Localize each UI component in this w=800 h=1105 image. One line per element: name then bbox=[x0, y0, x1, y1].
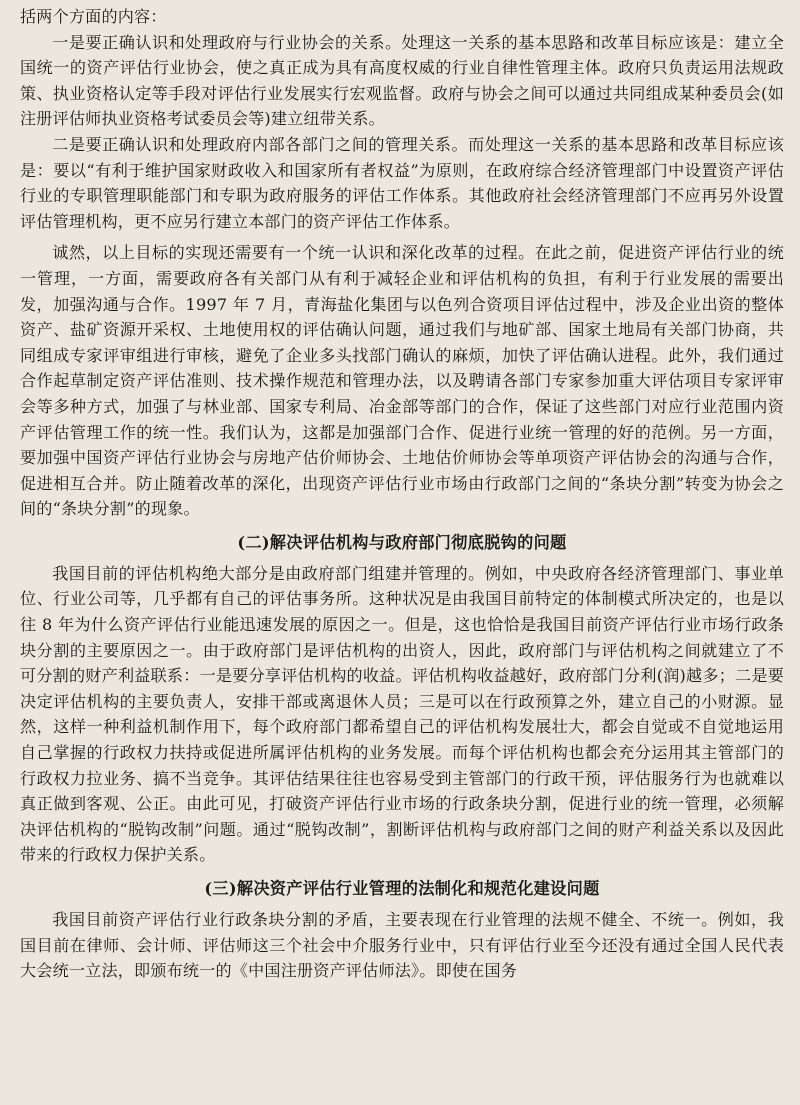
paragraph-unified-management: 诚然，以上目标的实现还需要有一个统一认识和深化改革的过程。在此之前，促进资产评估行业的统一管理，一方面，需要政府各有关部门从有利于减轻企业和评估机构的负担，有利于行业发展的需要出发，加强沟通与合作。1997 年 7 月，青海盐化集团与以色列合资项目评估过程中，涉及企业出资的整体资产、盐矿资源开采权、土地使用权的评估确认问题，通过我们与地矿部、国家土地局有关部门协商，共同组成专家评审组进行审核，避免了企业多头找部门确认的麻烦，加快了评估确认进程。此外，我们通过合作起草制定资产评估准则、技术操作规范和管理办法，以及聘请各部门专家参加重大评估项目专家评审会等多种方式，加强了与林业部、国家专利局、冶金部等部门的合作，保证了这些部门对应行业范围内资产评估管理工作的统一性。我们认为，这都是加强部门合作、促进行业统一管理的好的范例。另一方面，要加强中国资产评估行业协会与房地产估价师协会、土地估价师协会等单项资产评估协会的沟通与合作，促进相互合并。防止随着改革的深化，出现资产评估行业市场由行政部门之间的“条块分割”转变为协会之间的“条块分割”的现象。 bbox=[20, 243, 784, 519]
section-heading-legalization: (三)解决资产评估行业管理的法制化和规范化建设问题 bbox=[204, 879, 600, 898]
paragraph-legalization: 我国目前资产评估行业行政条块分割的矛盾，主要表现在行业管理的法规不健全、不统一。例如，我国目前在律师、会计师、评估师这三个社会中介服务行业中，只有评估行业至今还没有通过全国人民代表大会统一立法，即颁布统一的《中国注册资产评估师法》。即使在国务 bbox=[20, 910, 784, 981]
section-heading-decoupling: (二)解决评估机构与政府部门彻底脱钩的问题 bbox=[237, 532, 567, 552]
paragraph-government-association: 一是要正确认识和处理政府与行业协会的关系。处理这一关系的基本思路和改革目标应该是：建立全国统一的资产评估行业协会，使之真正成为具有高度权威的行业自律性管理主体。政府只负责运用法规政策、执业资格认定等手段对评估行业发展实行宏观监督。政府与协会之间可以通过共同组成某种委员会(如注册评估师执业资格考试委员会等)建立纽带关系。 bbox=[20, 32, 784, 129]
paragraph-internal-departments: 二是要正确认识和处理政府内部各部门之间的管理关系。而处理这一关系的基本思路和改革目标应该是：要以“有利于维护国家财政收入和国家所有者权益”为原则，在政府综合经济管理部门中设置资产评估行业的专职管理职能部门和专职为政府服务的评估工作体系。其他政府社会经济管理部门不应再另外设置评估管理机构，更不应另行建立本部门的资产评估工作体系。 bbox=[20, 134, 784, 231]
paragraph-intro: 括两个方面的内容： bbox=[20, 7, 167, 26]
paragraph-decoupling: 我国目前的评估机构绝大部分是由政府部门组建并管理的。例如，中央政府各经济管理部门、事业单位、行业公司等，几乎都有自己的评估事务所。这种状况是由我国目前特定的体制模式所决定的，也是以往 8 年为什么资产评估行业能迅速发展的原因之一。但是，这也恰恰是我国目前资产评估行业市场行政条块分割的主要原因之一。由于政府部门是评估机构的出资人，因此，政府部门与评估机构之间就建立了不可分割的财产利益联系：一是要分享评估机构的收益。评估机构收益越好，政府部门分利(润)越多；二是要决定评估机构的主要负责人，安排干部或离退休人员；三是可以在行政预算之外，建立自己的小财源。显然，这样一种利益机制作用下，每个政府部门都希望自己的评估机构发展壮大，都会自觉或不自觉地运用自己掌握的行政权力扶持或促进所属评估机构的业务发展。而每个评估机构也都会充分运用其主管部门的行政权力拉业务、搞不当竞争。其评估结果往往也容易受到主管部门的行政干预，评估服务行为也就难以真正做到客观、公正。由此可见，打破资产评估行业市场的行政条块分割，促进行业的统一管理，必须解决评估机构的“脱钩改制”问题。通过“脱钩改制”，割断评估机构与政府部门之间的财产利益关系以及因此带来的行政权力保护关系。 bbox=[20, 563, 784, 865]
